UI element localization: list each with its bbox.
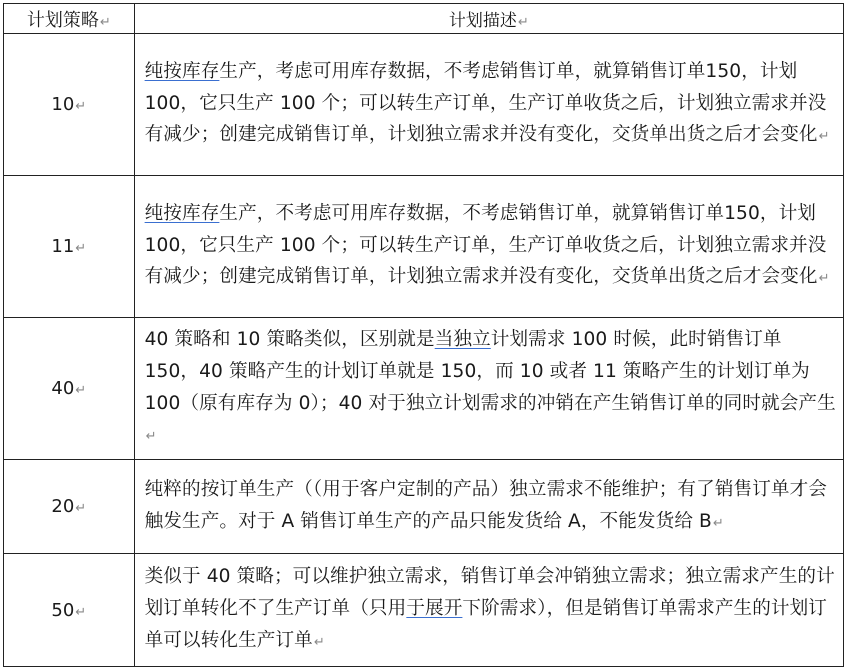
- description-cell: [134, 318, 843, 460]
- paragraph-mark: ↵: [145, 429, 157, 445]
- paragraph-mark: ↵: [818, 271, 830, 287]
- description-text: 40 策略和 10 策略类似，区别就是: [144, 328, 435, 350]
- header-strategy: 计划策略↵: [4, 4, 135, 34]
- strategy-code: 10: [51, 94, 75, 115]
- description-text: 类似于 40 策略；可以维护独立需求，销售订单会冲销独立需求；独立需求产生的计划订单转化不了生产订单（只用: [144, 566, 835, 620]
- planning-strategy-table: [3, 3, 844, 667]
- paragraph-mark: ↵: [75, 99, 87, 114]
- paragraph-mark: ↵: [818, 129, 830, 145]
- paragraph-mark: ↵: [712, 515, 724, 531]
- description-text: 生产，考虑可用库存数据，不考虑销售订单，就算销售订单150，计划 100，它只生产 100 个；可以转生产订单，生产订单收货之后，计划独立需求并没有减少；创建完成销售订单，计划独立需求并没有变化，交货单出货之后才会变化: [144, 60, 827, 146]
- paragraph-mark: ↵: [313, 634, 325, 650]
- strategy-cell: [4, 176, 135, 318]
- description-text: 下阶需求），但是销售订单需求产生的计划订单可以转化生产订单: [144, 598, 827, 651]
- table-row: [4, 34, 844, 176]
- paragraph-mark: ↵: [75, 241, 87, 256]
- underlined-text: 纯按库存: [144, 60, 220, 82]
- header-description: 计划描述↵: [134, 4, 843, 34]
- description-text: 纯粹的按订单生产（（用于客户定制的产品）独立需求不能维护；有了销售订单才会触发生产。对于 A 销售订单生产的产品只能发货给 A，不能发货给 B: [144, 478, 827, 532]
- description-cell: [134, 460, 843, 554]
- table-row: [4, 318, 844, 460]
- paragraph-mark: ↵: [75, 604, 87, 620]
- strategy-cell: [4, 554, 135, 667]
- strategy-cell: [4, 318, 135, 460]
- description-cell: [134, 176, 843, 318]
- paragraph-mark: ↵: [75, 501, 87, 516]
- underlined-text: 当独立: [434, 328, 491, 350]
- table-row: [4, 554, 844, 667]
- strategy-code: 11: [51, 236, 75, 257]
- strategy-code: 40: [51, 378, 75, 399]
- strategy-code: 50: [51, 599, 75, 621]
- description-cell: [134, 554, 843, 667]
- underlined-text: 纯按库存: [144, 202, 220, 224]
- description-text: 生产，不考虑可用库存数据，不考虑销售订单，就算销售订单150，计划 100，它只生产 100 个；可以转生产订单，生产订单收货之后，计划独立需求并没有减少；创建完成销售订单，计划独立需求并没有变化，交货单出货之后才会变化: [144, 202, 827, 288]
- paragraph-mark: ↵: [75, 383, 87, 398]
- strategy-cell: [4, 34, 135, 176]
- table-row: [4, 176, 844, 318]
- underlined-text: 于展开: [406, 598, 463, 620]
- table-header-row: [4, 4, 844, 34]
- strategy-cell: [4, 460, 135, 554]
- description-cell: [134, 34, 843, 176]
- strategy-code: 20: [51, 496, 75, 517]
- table-row: [4, 460, 844, 554]
- description-text: 计划需求 100 时候，此时销售订单 150，40 策略产生的计划订单就是 150，而 10 或者 11 策略产生的计划订单为 100（原有库存为 0）；40 对于独立计划需求的冲销在产生销售订单的同时就会产生: [144, 328, 836, 414]
